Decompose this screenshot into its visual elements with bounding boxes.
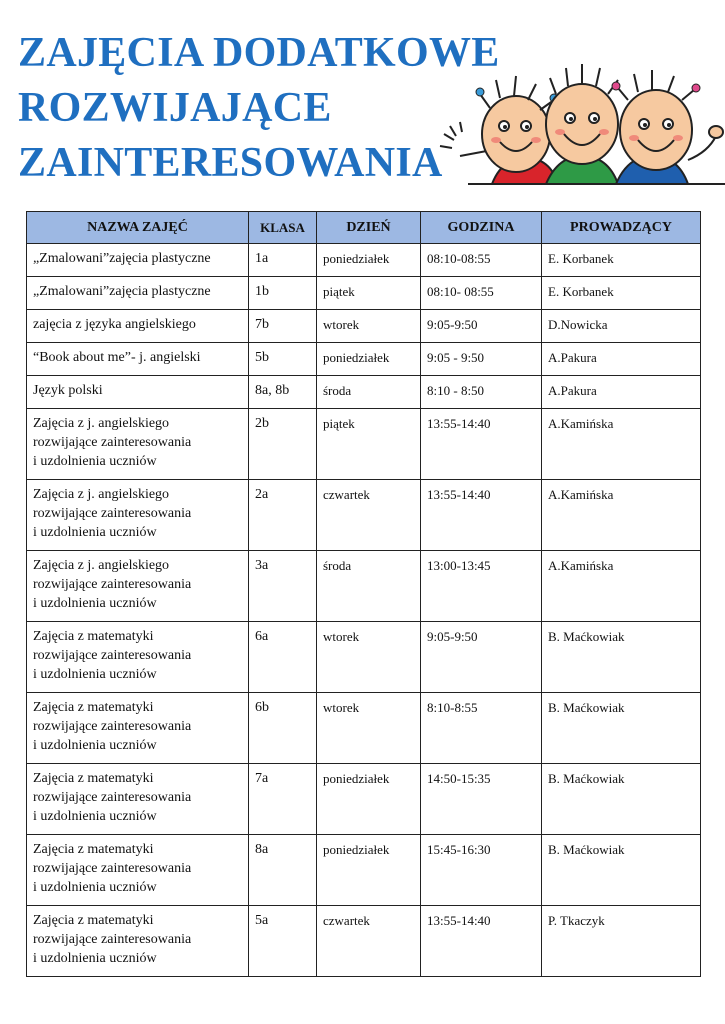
cell-godzina: 14:50-15:35 <box>421 764 542 835</box>
table-row <box>27 835 701 906</box>
cell-dzien: piątek <box>317 409 421 480</box>
cell-klasa: 2b <box>249 409 317 480</box>
cell-nazwa-line: Zajęcia z matematyki <box>33 842 154 857</box>
cell-nazwa-line: Zajęcia z matematyki <box>33 913 154 928</box>
cell-prowadzacy: B. Maćkowiak <box>542 693 701 764</box>
cell-nazwa <box>27 480 249 551</box>
cell-nazwa-line: rozwijające zainteresowania <box>33 861 192 876</box>
table-row <box>27 376 701 409</box>
cell-prowadzacy: A.Kamińska <box>542 409 701 480</box>
header-godzina: GODZINA <box>421 212 542 244</box>
cell-nazwa-line: Zajęcia z matematyki <box>33 629 154 644</box>
cell-dzien: czwartek <box>317 906 421 977</box>
cell-nazwa <box>27 376 249 409</box>
cell-klasa: 6a <box>249 622 317 693</box>
cell-nazwa <box>27 551 249 622</box>
cell-klasa: 1b <box>249 277 317 310</box>
cell-dzien: poniedziałek <box>317 244 421 277</box>
cell-dzien: poniedziałek <box>317 835 421 906</box>
cell-dzien: czwartek <box>317 480 421 551</box>
cell-klasa: 6b <box>249 693 317 764</box>
cell-nazwa-line: i uzdolnienia uczniów <box>33 951 157 966</box>
cell-nazwa <box>27 277 249 310</box>
cell-dzien: środa <box>317 376 421 409</box>
cell-nazwa-line: i uzdolnienia uczniów <box>33 738 157 753</box>
table-row <box>27 244 701 277</box>
cell-klasa: 5b <box>249 343 317 376</box>
cell-nazwa-line: rozwijające zainteresowania <box>33 577 192 592</box>
cell-nazwa-line: i uzdolnienia uczniów <box>33 667 157 682</box>
cell-godzina: 9:05 - 9:50 <box>421 343 542 376</box>
page-title-line: ROZWIJAJĄCE <box>18 85 332 131</box>
cell-prowadzacy: B. Maćkowiak <box>542 835 701 906</box>
cell-klasa: 1a <box>249 244 317 277</box>
cell-klasa: 7a <box>249 764 317 835</box>
cell-prowadzacy: A.Kamińska <box>542 480 701 551</box>
table-row <box>27 906 701 977</box>
cell-godzina: 9:05-9:50 <box>421 622 542 693</box>
cell-klasa: 5a <box>249 906 317 977</box>
table-row <box>27 480 701 551</box>
cell-godzina: 8:10 - 8:50 <box>421 376 542 409</box>
cell-prowadzacy: E. Korbanek <box>542 277 701 310</box>
cell-godzina: 13:55-14:40 <box>421 409 542 480</box>
cell-klasa: 8a, 8b <box>249 376 317 409</box>
cell-nazwa-line: Zajęcia z j. angielskiego <box>33 487 170 502</box>
table-row <box>27 622 701 693</box>
header-dzien: DZIEŃ <box>317 212 421 244</box>
header-klasa: KLASA <box>249 212 317 244</box>
table-row <box>27 277 701 310</box>
cell-dzien: wtorek <box>317 310 421 343</box>
cell-prowadzacy: A.Pakura <box>542 343 701 376</box>
cell-klasa: 8a <box>249 835 317 906</box>
cell-klasa: 7b <box>249 310 317 343</box>
cell-godzina: 08:10- 08:55 <box>421 277 542 310</box>
cell-nazwa <box>27 835 249 906</box>
header-nazwa: NAZWA ZAJĘĆ <box>27 212 249 244</box>
cell-prowadzacy: A.Kamińska <box>542 551 701 622</box>
cell-nazwa-line: rozwijające zainteresowania <box>33 435 192 450</box>
cell-nazwa-line: Język polski <box>33 383 103 398</box>
header-prowadzacy: PROWADZĄCY <box>542 212 701 244</box>
cell-nazwa <box>27 622 249 693</box>
cell-nazwa-line: i uzdolnienia uczniów <box>33 596 157 611</box>
cell-dzien: piątek <box>317 277 421 310</box>
cell-nazwa-line: rozwijające zainteresowania <box>33 506 192 521</box>
cell-nazwa-line: “Book about me”- j. angielski <box>33 350 201 365</box>
cell-prowadzacy: E. Korbanek <box>542 244 701 277</box>
cell-godzina: 13:55-14:40 <box>421 906 542 977</box>
cell-nazwa <box>27 906 249 977</box>
three-smiling-kids-icon <box>430 38 725 198</box>
cell-nazwa-line: rozwijające zainteresowania <box>33 932 192 947</box>
cell-nazwa <box>27 244 249 277</box>
cell-nazwa <box>27 409 249 480</box>
cell-godzina: 13:00-13:45 <box>421 551 542 622</box>
cell-prowadzacy: B. Maćkowiak <box>542 764 701 835</box>
table-row <box>27 764 701 835</box>
cell-dzien: wtorek <box>317 622 421 693</box>
cell-klasa: 2a <box>249 480 317 551</box>
cell-nazwa-line: „Zmalowani”zajęcia plastyczne <box>33 251 211 266</box>
cell-godzina: 13:55-14:40 <box>421 480 542 551</box>
table-row <box>27 693 701 764</box>
page-title-line: ZAINTERESOWANIA <box>18 140 443 186</box>
table-row <box>27 310 701 343</box>
cell-nazwa-line: zajęcia z języka angielskiego <box>33 317 196 332</box>
table-row <box>27 409 701 480</box>
cell-nazwa <box>27 764 249 835</box>
cell-nazwa-line: Zajęcia z matematyki <box>33 700 154 715</box>
cell-godzina: 9:05-9:50 <box>421 310 542 343</box>
cell-nazwa-line: rozwijające zainteresowania <box>33 790 192 805</box>
table-header-row <box>27 212 701 244</box>
page-title-line: ZAJĘCIA DODATKOWE <box>18 30 500 76</box>
cell-prowadzacy: A.Pakura <box>542 376 701 409</box>
cell-prowadzacy: B. Maćkowiak <box>542 622 701 693</box>
table-row <box>27 343 701 376</box>
cell-nazwa-line: i uzdolnienia uczniów <box>33 809 157 824</box>
cell-dzien: wtorek <box>317 693 421 764</box>
cell-nazwa <box>27 693 249 764</box>
cell-prowadzacy: D.Nowicka <box>542 310 701 343</box>
cell-nazwa-line: rozwijające zainteresowania <box>33 719 192 734</box>
cell-klasa: 3a <box>249 551 317 622</box>
cell-dzien: poniedziałek <box>317 343 421 376</box>
cell-nazwa <box>27 310 249 343</box>
cell-godzina: 15:45-16:30 <box>421 835 542 906</box>
cell-nazwa-line: „Zmalowani”zajęcia plastyczne <box>33 284 211 299</box>
table-row <box>27 551 701 622</box>
cell-nazwa <box>27 343 249 376</box>
cell-nazwa-line: i uzdolnienia uczniów <box>33 525 157 540</box>
cell-nazwa-line: rozwijające zainteresowania <box>33 648 192 663</box>
cell-dzien: poniedziałek <box>317 764 421 835</box>
cell-godzina: 8:10-8:55 <box>421 693 542 764</box>
cell-nazwa-line: i uzdolnienia uczniów <box>33 880 157 895</box>
page-title <box>18 26 500 191</box>
cell-nazwa-line: Zajęcia z matematyki <box>33 771 154 786</box>
activities-table <box>26 211 701 977</box>
cell-dzien: środa <box>317 551 421 622</box>
cell-godzina: 08:10-08:55 <box>421 244 542 277</box>
cell-prowadzacy: P. Tkaczyk <box>542 906 701 977</box>
cell-nazwa-line: Zajęcia z j. angielskiego <box>33 416 170 431</box>
cell-nazwa-line: i uzdolnienia uczniów <box>33 454 157 469</box>
cell-nazwa-line: Zajęcia z j. angielskiego <box>33 558 170 573</box>
